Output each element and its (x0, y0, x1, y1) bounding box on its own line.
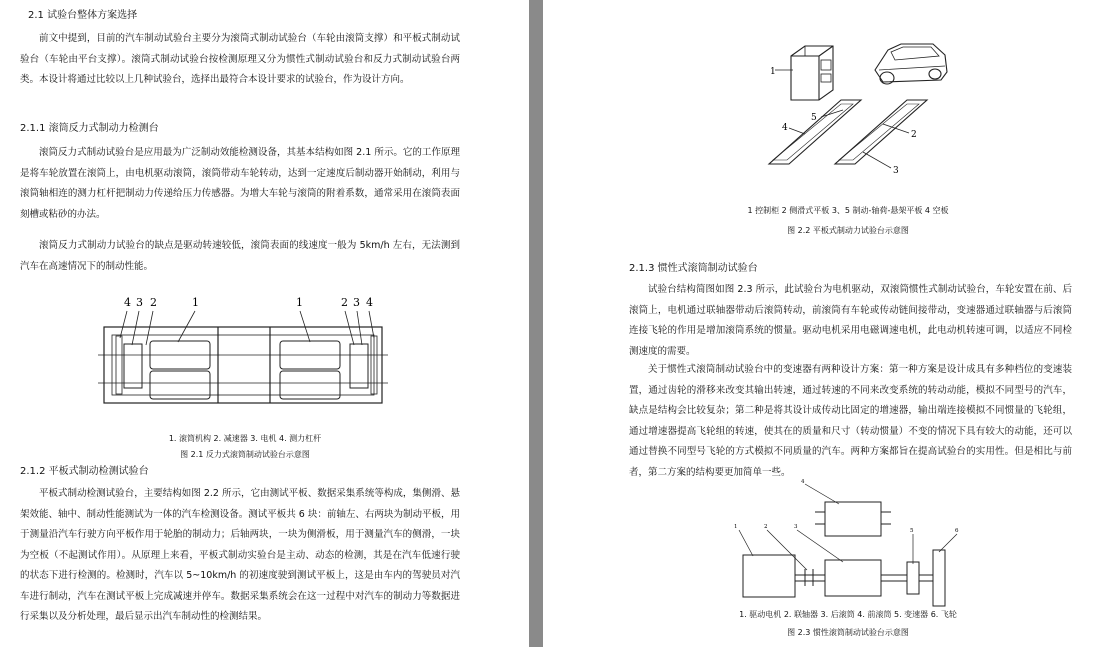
fig21-label-4a: 4 (124, 296, 131, 309)
paragraph-plate-tester: 平板式制动检测试验台，主要结构如图 2.2 所示，它由测试平板、数据采集系统等构成，集侧滑、悬架效能、轴中、制动性能测试为一体的汽车检测设备。测试平板共 6 块：前轴左、右两块为制动平板，用于测量沿汽车行驶方向平板作用于轮胎的制动力；后轴两块，一块为侧滑板，用于测量汽车的侧滑，一块为空板（不起测试作用）。从原理上来看，平板式制动实验台是主动、动态的检测，其是在汽车低速行驶的状态下进行检测的。检测时，汽车以 5~10km/h 的初速度驶到测试平板上，这是由车内的驾驶员对汽车进行制动，汽车在测试平板上完成减速并停车。数据采集系统会在这一过程中对汽车的制动力等数据进行采集以及分析处理，最后显示出汽车制动性的检测结果。 (20, 488, 460, 622)
figure-2-3-caption: 图 2.3 惯性滚筒制动试验台示意图 (787, 628, 909, 637)
fig21-label-2b: 2 (341, 296, 348, 309)
section-heading-2-1: 2.1 试验台整体方案选择 (28, 10, 138, 21)
paragraph-inertia-gearbox: 关于惯性式滚筒制动试验台中的变速器有两种设计方案：第一种方案是设计成具有多种档位的变速装置，通过齿轮的滑移来改变其输出转速，通过转速的不同来改变系统的转动动能，模拟不同型号的汽车，缺点是结构会比较复杂；第二种是将其设计成传动比固定的增速器，输出端连接模拟不同惯量的飞轮组，通过增速器提高飞轮组的转速，使其在的质量和尺寸（转动惯量）不变的情况下具有较大的动能，还可以通过替换不同型号飞轮的方式模拟不同质量的汽车。两种方案都旨在提高试验台的实用性。但是相比与前者，第二方案的结构要更加简单一些。 (629, 364, 1072, 478)
fig23-label-5: 5 (910, 528, 914, 534)
fig23-label-6: 6 (955, 528, 959, 534)
fig22-label-3: 3 (893, 166, 899, 176)
left-page (0, 0, 529, 647)
figure-2-2-caption: 图 2.2 平板式制动力试验台示意图 (787, 226, 909, 235)
fig21-label-1b: 1 (296, 296, 303, 309)
fig23-label-2: 2 (764, 524, 768, 530)
figure-2-3-legend: 1. 驱动电机 2. 联轴器 3. 后滚筒 4. 前滚筒 5. 变速器 6. 飞轮 (739, 610, 957, 619)
fig22-label-1: 1 (770, 67, 776, 77)
figure-2-3-diagram (543, 0, 1120, 647)
fig23-label-3: 3 (794, 524, 798, 530)
fig21-label-1a: 1 (192, 296, 199, 309)
figure-2-1-legend: 1. 滚筒机构 2. 减速器 3. 电机 4. 测力杠杆 (168, 434, 322, 443)
fig21-label-3a: 3 (136, 296, 143, 309)
section-heading-2-1-2: 2.1.2 平板式制动检测试验台 (20, 466, 149, 477)
fig21-label-3b: 3 (353, 296, 360, 309)
paragraph-roller-drawback: 滚筒反力式制动力试验台的缺点是驱动转速较低，滚筒表面的线速度一般为 5km/h 左右，无法测到汽车在高速情况下的制动性能。 (20, 240, 460, 272)
fig23-label-1: 1 (734, 524, 738, 530)
section-heading-2-1-3: 2.1.3 惯性式滚筒制动试验台 (629, 263, 758, 274)
figure-2-1-caption: 图 2.1 反力式滚筒制动试验台示意图 (180, 450, 310, 459)
paragraph-inertia-structure: 试验台结构简图如图 2.3 所示，此试验台为电机驱动，双滚筒惯性式制动试验台，车轮安置在前、后滚筒上，电机通过联轴器带动后滚筒转动，前滚筒有车轮或传动链间接带动，变速器通过联轴器与后滚筒连接飞轮的作用是增加滚筒系统的惯量。驱动电机采用电磁调速电机，此电动机转速可调，以适应不同检测速度的需要。 (629, 284, 1072, 357)
section-heading-2-1-1: 2.1.1 滚筒反力式制动力检测台 (20, 123, 159, 134)
figure-2-2-legend: 1 控制柜 2 侧滑式平板 3、5 制动-轴荷-悬架平板 4 空板 (747, 206, 949, 215)
right-page (543, 0, 1120, 647)
fig22-label-2: 2 (911, 130, 917, 140)
fig21-label-4b: 4 (366, 296, 373, 309)
fig22-label-4: 4 (782, 123, 788, 133)
fig21-label-2a: 2 (150, 296, 157, 309)
fig23-label-4: 4 (801, 479, 805, 485)
paragraph-roller-principle: 滚筒反力式制动试验台是应用最为广泛制动效能检测设备，其基本结构如图 2.1 所示。它的工作原理是将车轮放置在滚筒上，由电机驱动滚筒，滚筒带动车轮转动，达到一定速度后制动器开始制动，利用与滚筒轴相连的测力杠杆把制动力传递给压力传感器。为增大车轮与滚筒的附着系数，通常采用在滚筒表面刻槽或粘砂的办法。 (20, 147, 460, 220)
fig22-label-5: 5 (811, 113, 817, 123)
paragraph-intro: 前文中提到，目前的汽车制动试验台主要分为滚筒式制动试验台（车轮由滚筒支撑）和平板式制动试验台（车轮由平台支撑）。滚筒式制动试验台按检测原理又分为惯性式制动试验台和反力式制动试验台两类。本设计将通过比较以上几种试验台，选择出最符合本设计要求的试验台，作为设计方向。 (20, 33, 460, 85)
